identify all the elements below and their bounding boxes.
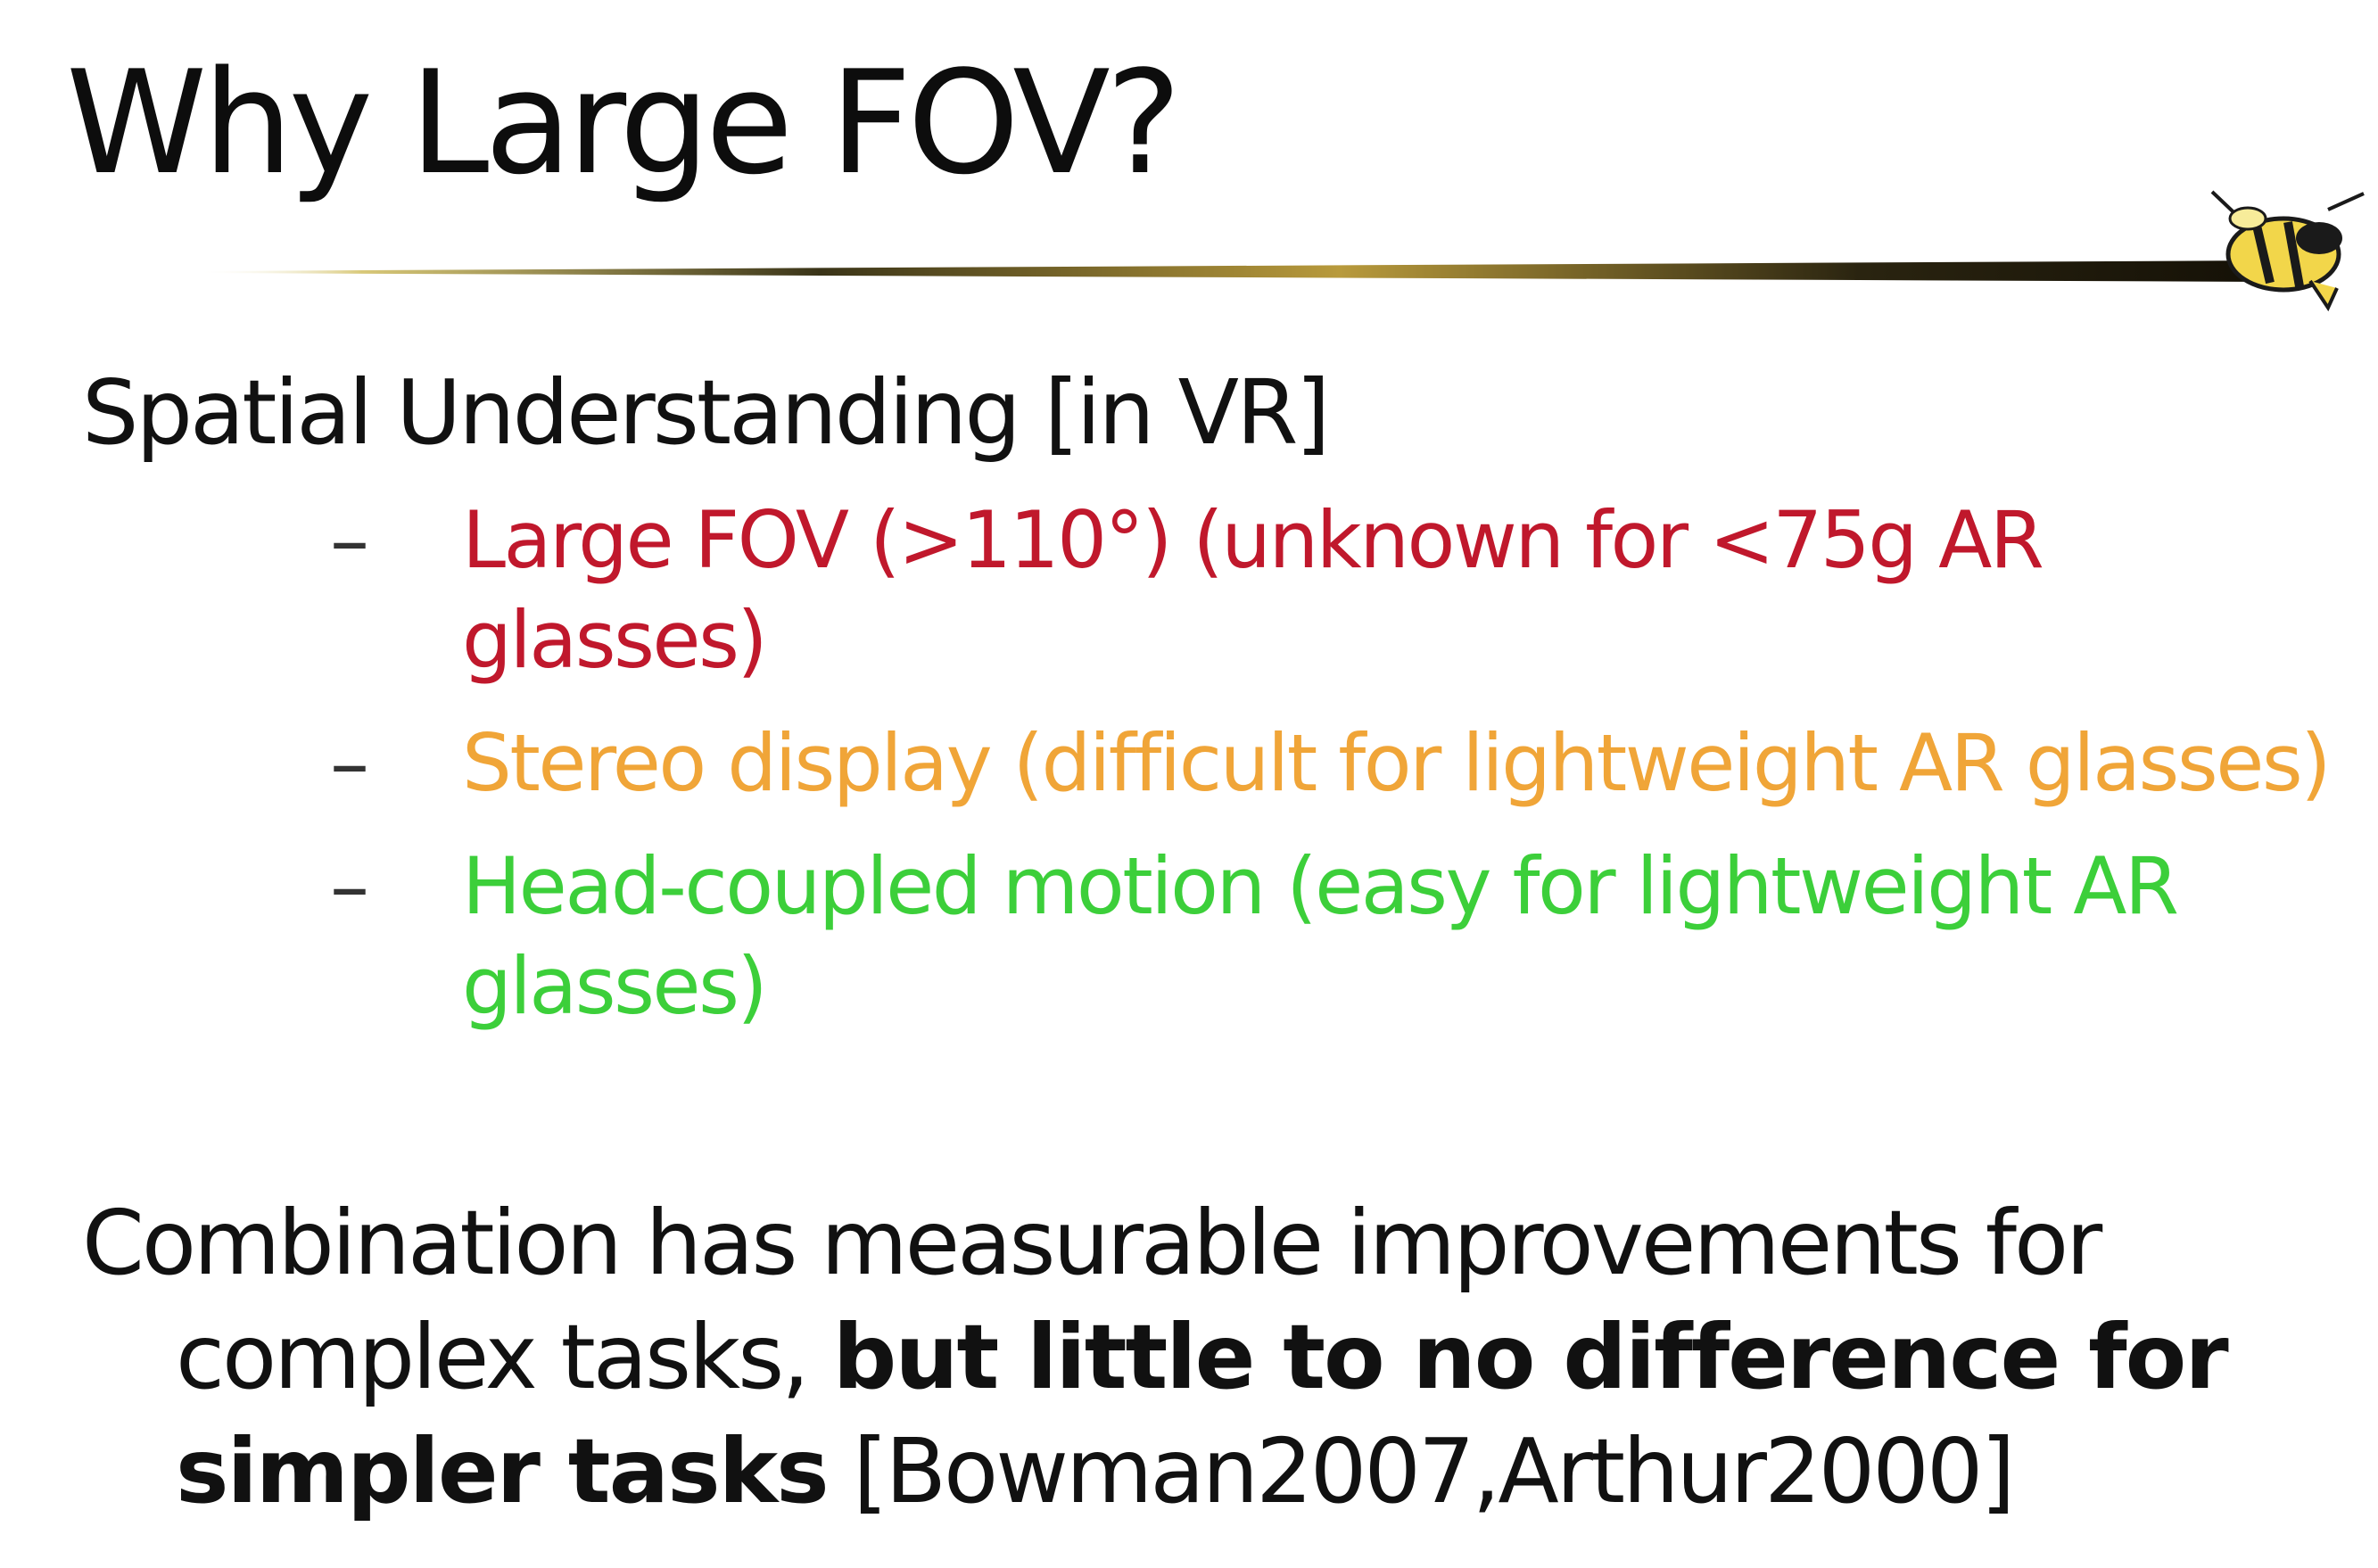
section-heading: Spatial Understanding [in VR] bbox=[82, 360, 1328, 465]
conclusion-normal-text: complex tasks, bbox=[176, 1305, 833, 1409]
conclusion-continuation bbox=[82, 1300, 2330, 1529]
list-item bbox=[330, 714, 2337, 813]
conclusion-line-1: Combination has measurable improvements for bbox=[82, 1191, 2101, 1295]
title-divider-line bbox=[196, 259, 2275, 285]
conclusion-bold-text: but little to no difference for simpler tasks bbox=[176, 1305, 2227, 1523]
bullet-text-stereo-display: Stereo display (difficult for lightweight AR glasses) bbox=[462, 717, 2330, 809]
bullet-text-head-coupled-motion: Head-coupled motion (easy for lightweight AR glasses) bbox=[462, 840, 2177, 1032]
slide-title: Why Large FOV? bbox=[66, 39, 1177, 206]
list-item bbox=[330, 837, 2337, 1036]
conclusion-paragraph bbox=[82, 1186, 2330, 1529]
dash-bullet: – bbox=[330, 494, 367, 586]
yellow-jacket-mascot-icon bbox=[2194, 183, 2373, 317]
dash-bullet: – bbox=[330, 840, 367, 932]
sub-bullet-list bbox=[330, 491, 2337, 1060]
list-item bbox=[330, 491, 2337, 690]
bullet-text-large-fov: Large FOV (>110°) (unknown for <75g AR glasses) bbox=[462, 494, 2043, 686]
dash-bullet: – bbox=[330, 717, 367, 809]
conclusion-citation: [Bowman2007,Arthur2000] bbox=[827, 1419, 2013, 1523]
